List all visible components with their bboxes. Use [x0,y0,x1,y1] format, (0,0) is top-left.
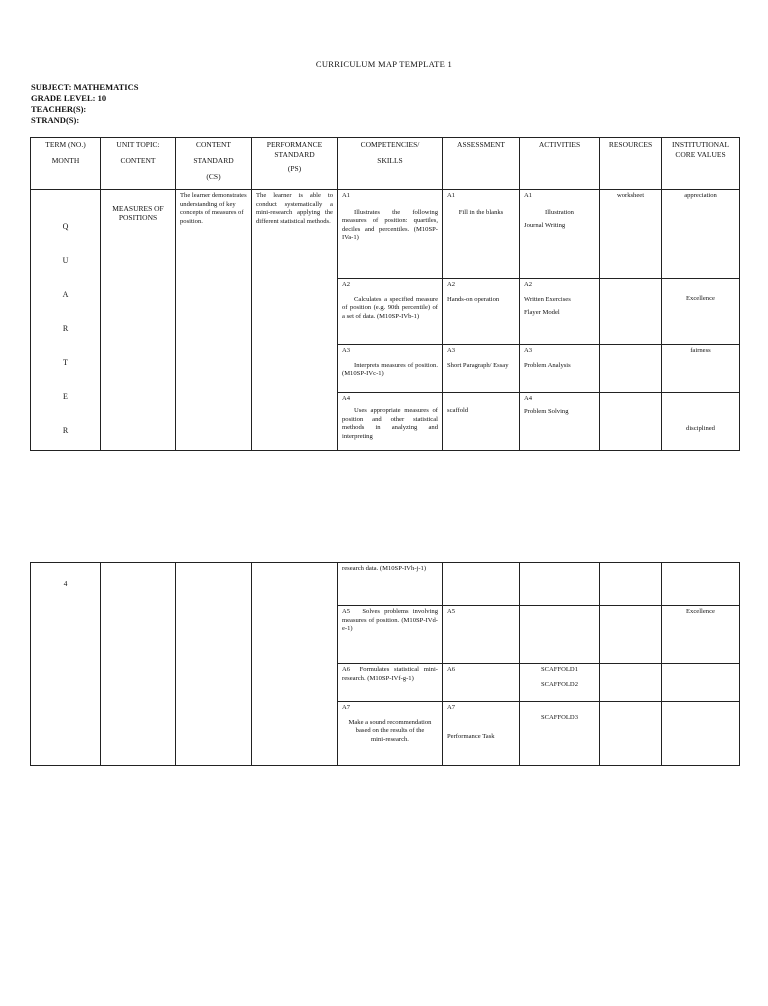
activity-cell [520,606,600,664]
quarter-number-cell: 4 [31,563,101,766]
core-value-cell [662,664,740,702]
resource-cell [600,345,662,393]
competency-cell: A7 Make a sound recommendation based on the results of the mini-research. [338,702,443,766]
assessment-cell [443,563,520,606]
content-standard-cell: The learner demonstrates understanding of key concepts of measures of position. [176,190,252,451]
activity-cell: A4 Problem Solving [520,392,600,450]
core-value-cell: Excellence [662,279,740,345]
assessment-cell: A2 Hands-on operation [443,279,520,345]
performance-standard-cell [252,563,338,766]
document-meta [31,82,138,126]
core-value-cell: appreciation [662,190,740,279]
competency-cell: A1 Illustrates the following measures of position: quartiles, deciles and percentiles. (M10SP-IVa-1) [338,190,443,279]
resource-cell [600,702,662,766]
core-value-cell: disciplined [662,392,740,450]
header-core-values: INSTITUTIONAL CORE VALUES [662,138,740,190]
core-value-cell [662,702,740,766]
content-standard-cell [176,563,252,766]
header-competencies: COMPETENCIES/ SKILLS [338,138,443,190]
activity-cell [520,563,600,606]
strand-line: STRAND(S): [31,115,80,125]
assessment-cell: A6 [443,664,520,702]
header-resources: RESOURCES [600,138,662,190]
activity-cell: SCAFFOLD3 [520,702,600,766]
performance-standard-cell: The learner is able to conduct systematically a mini-research applying the different statistical methods. [252,190,338,451]
resource-cell [600,392,662,450]
assessment-cell: A1 Fill in the blanks [443,190,520,279]
unit-topic-cell: MEASURES OF POSITIONS [101,190,176,451]
assessment-cell: A5 [443,606,520,664]
competency-cell: A6 Formulates statistical mini-research. (M10SP-IVf-g-1) [338,664,443,702]
header-performance-standard: PERFORMANCE STANDARD (PS) [252,138,338,190]
resource-cell [600,606,662,664]
resource-cell [600,563,662,606]
activity-cell: A2 Written Exercises Flayer Model [520,279,600,345]
curriculum-table-page2 [30,562,740,766]
header-unit-topic: UNIT TOPIC: CONTENT [101,138,176,190]
unit-topic-cell [101,563,176,766]
grade-line: GRADE LEVEL: 10 [31,93,107,103]
header-assessment: ASSESSMENT [443,138,520,190]
header-row [31,138,740,190]
competency-cell: A2 Calculates a specified measure of position (e.g. 90th percentile) of a set of data. (M10SP-IVb-1) [338,279,443,345]
assessment-cell: A3 Short Paragraph/ Essay [443,345,520,393]
teacher-line: TEACHER(S): [31,104,87,114]
assessment-cell: scaffold [443,392,520,450]
core-value-cell: Excellence [662,606,740,664]
competency-cell: A4 Uses appropriate measures of position and other statistical methods in analyzing and interpreting [338,392,443,450]
table-row [31,563,740,606]
header-term: TERM (NO.) MONTH [31,138,101,190]
header-content-standard: CONTENT STANDARD (CS) [176,138,252,190]
resource-cell [600,664,662,702]
quarter-column: Q U A R T E R [31,190,101,451]
core-value-cell: fairness [662,345,740,393]
activity-cell: A3 Problem Analysis [520,345,600,393]
competency-cell: A3 Interprets measures of position. (M10SP-IVc-1) [338,345,443,393]
competency-cell: A5 Solves problems involving measures of position. (M10SP-IVd-e-1) [338,606,443,664]
document-title: CURRICULUM MAP TEMPLATE 1 [315,59,453,69]
resource-cell: worksheet [600,190,662,279]
activity-cell: SCAFFOLD1 SCAFFOLD2 [520,664,600,702]
core-value-cell [662,563,740,606]
table-row [31,190,740,279]
activity-cell: A1 Illustration Journal Writing [520,190,600,279]
subject-line: SUBJECT: MATHEMATICS [31,82,139,92]
assessment-cell: A7 Performance Task [443,702,520,766]
curriculum-table-page1 [30,137,740,451]
header-activities: ACTIVITIES [520,138,600,190]
resource-cell [600,279,662,345]
competency-cell: research data. (M10SP-IVh-j-1) [338,563,443,606]
